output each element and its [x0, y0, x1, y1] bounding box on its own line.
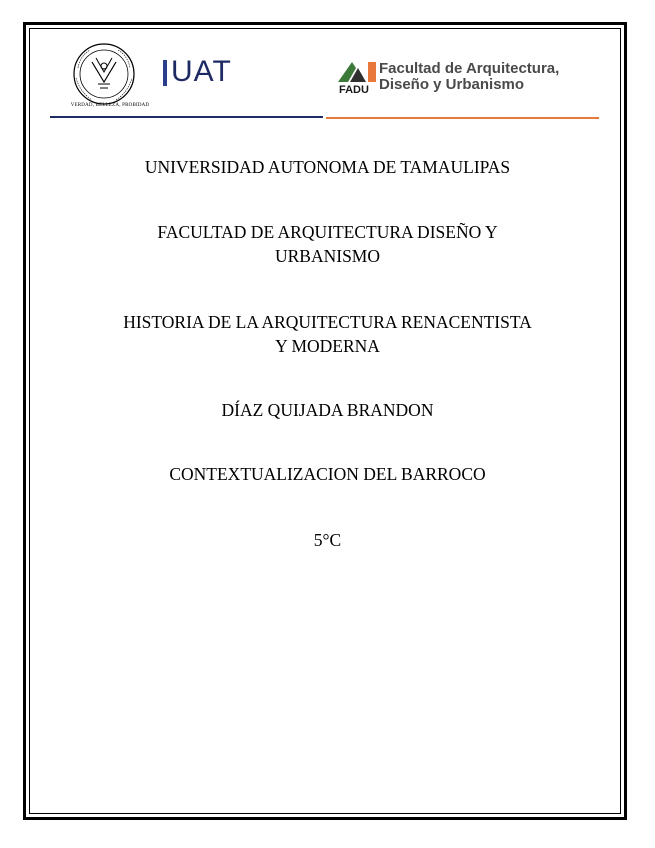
university-title: UNIVERSIDAD AUTONOMA DE TAMAULIPAS — [144, 157, 511, 177]
header-divider-blue — [50, 116, 323, 118]
fadu-name-line1: Facultad de Arquitectura, — [379, 60, 560, 77]
uat-logo-bar — [163, 60, 167, 86]
course-title-line2: Y MODERNA — [275, 336, 380, 356]
group-label: 5°C — [313, 530, 342, 550]
seal-motto: VERDAD, BELLEZA, PROBIDAD — [70, 103, 150, 108]
uat-logo-text: UAT — [171, 55, 232, 88]
fadu-badge-text: FADU — [339, 84, 369, 94]
faculty-title-line2: URBANISMO — [274, 246, 381, 266]
fadu-logo — [338, 58, 384, 94]
course-title-line1: HISTORIA DE LA ARQUITECTURA RENACENTISTA — [123, 312, 532, 332]
course-title — [60, 310, 595, 358]
header-divider-orange — [326, 117, 599, 119]
assignment-title: CONTEXTUALIZACION DEL BARROCO — [169, 464, 486, 484]
student-name: DÍAZ QUIJADA BRANDON — [221, 400, 434, 420]
faculty-title — [60, 220, 595, 268]
fadu-name-line2: Diseño y Urbanismo — [379, 76, 525, 93]
faculty-title-line1: FACULTAD DE ARQUITECTURA DISEÑO Y — [157, 222, 498, 242]
fadu-name-block — [379, 61, 559, 93]
